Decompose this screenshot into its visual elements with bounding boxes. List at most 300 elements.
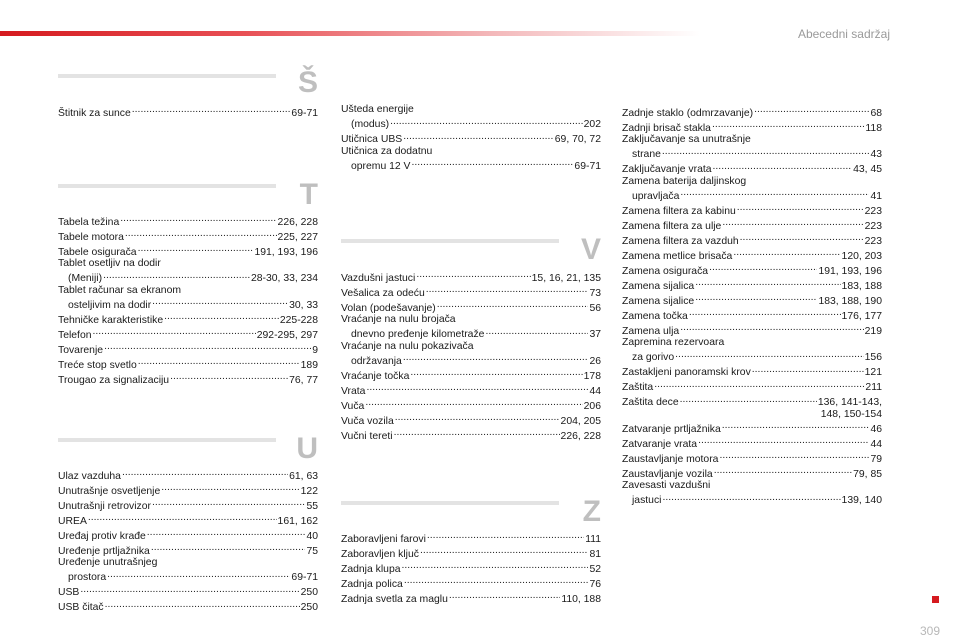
index-entry-heading: Uređenje unutrašnjeg bbox=[58, 557, 158, 568]
leader-dots bbox=[87, 512, 277, 524]
index-entry bbox=[341, 382, 601, 397]
leader-dots bbox=[694, 292, 817, 304]
index-entry-text: Zatvaranje prtljažnika bbox=[622, 423, 721, 435]
index-entry-line bbox=[622, 349, 882, 364]
section-rule bbox=[58, 184, 276, 188]
index-entry bbox=[58, 542, 318, 557]
index-entry-line bbox=[622, 202, 882, 217]
page-reference: 191, 193, 196 bbox=[818, 265, 882, 277]
entries-u-continued bbox=[341, 104, 601, 172]
section-header-u bbox=[58, 434, 318, 466]
index-entry bbox=[341, 314, 601, 341]
leader-dots bbox=[106, 569, 290, 581]
leader-dots bbox=[751, 364, 864, 376]
entries-z bbox=[341, 530, 601, 605]
index-entry-line bbox=[622, 409, 882, 421]
entries-t bbox=[58, 213, 318, 386]
index-entry-line bbox=[58, 270, 318, 285]
index-entry-line bbox=[58, 542, 318, 557]
index-entry bbox=[622, 465, 882, 480]
page-reference: 69-71 bbox=[291, 572, 318, 583]
leader-dots bbox=[146, 527, 306, 539]
index-entry bbox=[622, 104, 882, 119]
index-entry-line bbox=[341, 367, 601, 382]
page-reference: 183, 188, 190 bbox=[818, 295, 882, 307]
page-number: 309 bbox=[919, 624, 940, 638]
index-entry-line bbox=[341, 575, 601, 590]
page-reference: 40 bbox=[306, 530, 318, 542]
page-reference: 52 bbox=[589, 563, 601, 575]
index-entry-text: USB bbox=[58, 587, 80, 598]
leader-dots bbox=[713, 465, 852, 477]
index-entry-line bbox=[58, 512, 318, 527]
index-entry-line bbox=[58, 482, 318, 497]
index-entry bbox=[341, 341, 601, 368]
index-entry-text: Treće stop svetlo bbox=[58, 359, 137, 371]
page-reference: 56 bbox=[589, 302, 601, 314]
index-entry bbox=[341, 299, 601, 314]
page-reference: 136, 141-143, bbox=[817, 397, 882, 408]
index-entry bbox=[58, 599, 318, 614]
section-rule bbox=[341, 239, 559, 243]
index-entry bbox=[58, 557, 318, 584]
index-entry bbox=[622, 202, 882, 217]
leader-dots bbox=[426, 530, 584, 542]
page-reference: 211 bbox=[865, 382, 882, 393]
index-entry-heading: Zaključavanje sa unutrašnje bbox=[622, 134, 751, 145]
index-entry-text: Zamena sijalice bbox=[622, 295, 695, 307]
leader-dots bbox=[102, 270, 250, 282]
index-entry bbox=[58, 258, 318, 285]
index-entry-text: Zaustavljanje motora bbox=[622, 453, 719, 465]
leader-dots bbox=[436, 299, 589, 311]
index-entry-line bbox=[622, 420, 882, 435]
index-entry-line bbox=[58, 213, 318, 228]
index-entry-line bbox=[622, 364, 882, 379]
page-reference: 139, 140 bbox=[841, 495, 882, 506]
index-entry-text: Trougao za signalizaciju bbox=[58, 374, 170, 386]
page-reference: 9 bbox=[312, 344, 318, 356]
page-reference: 26 bbox=[589, 355, 601, 367]
page-reference: 37 bbox=[589, 329, 601, 340]
index-entry-text: (Meniji) bbox=[68, 273, 103, 284]
page-reference: 110, 188 bbox=[561, 593, 601, 605]
index-entry-line bbox=[341, 326, 601, 341]
leader-dots bbox=[137, 356, 300, 368]
index-entry-text: Štitnik za sunce bbox=[58, 107, 131, 119]
index-entry-line bbox=[622, 262, 882, 277]
leader-dots bbox=[708, 262, 817, 274]
index-entry-line bbox=[622, 450, 882, 465]
leader-dots bbox=[151, 296, 288, 308]
page-reference: 120, 203 bbox=[841, 250, 882, 262]
index-entry-line bbox=[341, 412, 601, 427]
index-entry bbox=[341, 146, 601, 173]
index-entry-text: Zamena filtera za ulje bbox=[622, 220, 722, 232]
entries-u bbox=[58, 467, 318, 614]
index-entry bbox=[622, 176, 882, 203]
leader-dots bbox=[753, 104, 869, 116]
leader-dots bbox=[736, 202, 864, 214]
page-reference: 69-71 bbox=[574, 160, 601, 172]
index-entry-text: Zaključavanje vrata bbox=[622, 164, 712, 175]
leader-dots bbox=[484, 326, 588, 338]
index-entry-text: Zadnja klupa bbox=[341, 563, 401, 575]
leader-dots bbox=[119, 213, 276, 225]
index-entry bbox=[622, 394, 882, 421]
index-entry-text: Vuča bbox=[341, 400, 365, 412]
page-reference: 43 bbox=[870, 149, 882, 160]
page-reference: 292-295, 297 bbox=[256, 329, 318, 341]
leader-dots bbox=[425, 284, 589, 296]
leader-dots bbox=[104, 599, 300, 611]
index-entry-text: Zaboravljeni farovi bbox=[341, 533, 426, 545]
index-entry-line bbox=[58, 527, 318, 542]
index-entry bbox=[622, 435, 882, 450]
leader-dots bbox=[389, 116, 583, 128]
index-entry-line bbox=[341, 590, 601, 605]
leader-dots bbox=[121, 467, 288, 479]
leader-dots bbox=[653, 379, 864, 391]
leader-dots bbox=[448, 590, 560, 602]
index-entry bbox=[622, 322, 882, 337]
page-reference: 219 bbox=[864, 325, 882, 337]
leader-dots bbox=[739, 232, 864, 244]
section-rule bbox=[341, 501, 559, 505]
index-entry-text: Telefon bbox=[58, 329, 92, 341]
index-entry-text: Zamena filtera za kabinu bbox=[622, 205, 736, 217]
leader-dots bbox=[364, 397, 582, 409]
index-entry bbox=[58, 326, 318, 341]
index-entry-line bbox=[58, 326, 318, 341]
section-letter-z: Z bbox=[582, 495, 601, 528]
index-entry-line bbox=[341, 299, 601, 314]
page-reference: 225, 227 bbox=[277, 231, 318, 243]
leader-dots bbox=[679, 187, 869, 199]
index-entry bbox=[58, 497, 318, 512]
index-entry-line bbox=[58, 341, 318, 356]
index-entry bbox=[58, 311, 318, 326]
page-reference: 44 bbox=[589, 385, 601, 397]
leader-dots bbox=[393, 427, 560, 439]
index-entry-text: Zaustavljanje vozila bbox=[622, 468, 713, 480]
index-entry-text: Volan (podešavanje) bbox=[341, 302, 436, 314]
page-reference: 76, 77 bbox=[289, 374, 318, 386]
index-entry-heading: Tablet osetljiv na dodir bbox=[58, 258, 161, 269]
page-reference: 55 bbox=[306, 500, 318, 512]
page-marker bbox=[932, 596, 939, 603]
index-entry-text: Vraćanje točka bbox=[341, 370, 410, 382]
index-entry bbox=[622, 247, 882, 262]
leader-dots bbox=[394, 412, 560, 424]
leader-dots bbox=[711, 119, 864, 131]
index-entry-text: Tabele motora bbox=[58, 231, 124, 243]
index-entry-text: jastuci bbox=[632, 495, 662, 506]
index-entry-line bbox=[622, 247, 882, 262]
index-entry-text: Tabele osigurača bbox=[58, 246, 137, 258]
index-entry-text: Zamena metlice brisača bbox=[622, 250, 733, 262]
page-reference: 206 bbox=[583, 400, 601, 412]
index-entry-text: Vešalica za odeću bbox=[341, 287, 425, 299]
page-reference: 178 bbox=[583, 370, 601, 382]
page-reference: 81 bbox=[589, 548, 601, 560]
index-entry-line bbox=[341, 382, 601, 397]
index-entry-line bbox=[341, 284, 601, 299]
index-entry-line bbox=[622, 217, 882, 232]
leader-dots bbox=[679, 394, 817, 406]
page-reference: 28-30, 33, 234 bbox=[250, 273, 318, 284]
leader-dots bbox=[151, 497, 305, 509]
index-entry bbox=[622, 292, 882, 307]
index-entry-text: Zaštita bbox=[622, 382, 654, 393]
index-entry-text: Vučni tereti bbox=[341, 430, 393, 442]
index-entry bbox=[341, 397, 601, 412]
index-entry-text: Zamena sijalica bbox=[622, 280, 695, 292]
index-entry bbox=[341, 427, 601, 442]
index-entry-line bbox=[622, 187, 882, 202]
index-entry-line bbox=[341, 397, 601, 412]
index-entry-line bbox=[58, 584, 318, 599]
page-reference: 148, 150-154 bbox=[820, 408, 882, 420]
index-entry-text: strane bbox=[632, 149, 661, 160]
index-entry-text: Zatvaranje vrata bbox=[622, 438, 698, 450]
index-entry-line bbox=[58, 497, 318, 512]
index-entry-text: Zastakljeni panoramski krov bbox=[622, 367, 751, 378]
index-entry bbox=[341, 284, 601, 299]
index-entry-text: za gorivo bbox=[632, 352, 675, 363]
entries-s bbox=[58, 104, 318, 119]
index-entry-line bbox=[58, 228, 318, 243]
index-entry-line bbox=[622, 161, 882, 176]
index-entry bbox=[341, 545, 601, 560]
index-entry bbox=[58, 371, 318, 386]
page-reference: 161, 162 bbox=[277, 515, 318, 527]
leader-dots bbox=[721, 420, 870, 432]
index-entry-line bbox=[58, 104, 318, 119]
index-entry-text: Zaštita dece bbox=[622, 397, 679, 408]
index-entry bbox=[341, 367, 601, 382]
leader-dots bbox=[160, 482, 299, 494]
index-entry bbox=[58, 213, 318, 228]
leader-dots bbox=[712, 161, 853, 173]
index-entry-line bbox=[58, 569, 318, 584]
index-entry bbox=[341, 269, 601, 284]
index-entry bbox=[58, 482, 318, 497]
index-entry-line bbox=[341, 116, 601, 131]
leader-dots bbox=[124, 228, 277, 240]
index-entry bbox=[58, 228, 318, 243]
index-entry-line bbox=[622, 232, 882, 247]
index-entry bbox=[622, 379, 882, 394]
index-entry bbox=[622, 307, 882, 322]
leader-dots bbox=[732, 247, 840, 259]
index-entry-text: Zadnji brisač stakla bbox=[622, 122, 711, 134]
index-entry bbox=[341, 412, 601, 427]
index-entry-text: Zamena osigurača bbox=[622, 265, 709, 277]
leader-dots bbox=[402, 352, 589, 364]
index-entry bbox=[622, 277, 882, 292]
index-entry-text: dnevno pređenje kilometraže bbox=[351, 329, 485, 340]
index-entry-heading: Vraćanje na nulu pokazivača bbox=[341, 340, 474, 352]
page-reference: 79, 85 bbox=[853, 468, 882, 480]
page-reference: 226, 228 bbox=[560, 430, 601, 442]
index-entry-line bbox=[622, 435, 882, 450]
page-reference: 118 bbox=[865, 122, 882, 134]
page-reference: 41 bbox=[870, 190, 882, 202]
leader-dots bbox=[169, 371, 288, 383]
leader-dots bbox=[721, 217, 863, 229]
index-entry-line bbox=[622, 119, 882, 134]
index-entry bbox=[58, 584, 318, 599]
index-entry-heading: Vraćanje na nulu brojača bbox=[341, 314, 456, 325]
leader-dots bbox=[688, 307, 841, 319]
index-entry bbox=[341, 131, 601, 146]
index-entry-line bbox=[622, 146, 882, 161]
index-entry-text: Zamena filtera za vazduh bbox=[622, 235, 739, 247]
section-header-t bbox=[58, 180, 318, 212]
index-entry-text: prostora bbox=[68, 572, 107, 583]
page-reference: 204, 205 bbox=[560, 415, 601, 427]
index-entry bbox=[622, 161, 882, 176]
section-rule bbox=[58, 74, 276, 78]
index-entry-text: Tabela težina bbox=[58, 216, 120, 228]
index-entry bbox=[622, 134, 882, 161]
leader-dots bbox=[415, 269, 530, 281]
index-entry-text: Vuča vozila bbox=[341, 415, 394, 427]
index-entry-text: Zadnja polica bbox=[341, 578, 403, 590]
index-entry-text: opremu 12 V bbox=[351, 160, 411, 172]
page-reference: 176, 177 bbox=[841, 310, 882, 322]
index-entry-line bbox=[622, 104, 882, 119]
index-entry-line bbox=[341, 530, 601, 545]
leader-dots bbox=[403, 575, 589, 587]
leader-dots bbox=[365, 382, 588, 394]
index-entry bbox=[58, 285, 318, 312]
index-entry-line bbox=[341, 352, 601, 367]
page-reference: 46 bbox=[870, 423, 882, 435]
index-entry-text: USB čitač bbox=[58, 602, 104, 613]
index-entry-line bbox=[58, 467, 318, 482]
section-header-s bbox=[58, 66, 318, 98]
leader-dots bbox=[92, 326, 256, 338]
page-reference: 61, 63 bbox=[289, 470, 318, 482]
index-entry-heading: Zamena baterija daljinskog bbox=[622, 175, 747, 187]
page-reference: 226, 228 bbox=[277, 216, 318, 228]
index-entry-text: Utičnica UBS bbox=[341, 134, 403, 145]
section-letter-v: V bbox=[580, 233, 601, 266]
leader-dots bbox=[103, 341, 311, 353]
index-entry bbox=[622, 232, 882, 247]
index-entry-line bbox=[622, 394, 882, 409]
index-entry-text: Zaboravljen ključ bbox=[341, 548, 419, 560]
header-title: Abecedni sadržaj bbox=[797, 27, 890, 41]
index-entry-text: (modus) bbox=[351, 119, 390, 130]
index-entry-heading: Utičnica za dodatnu bbox=[341, 145, 433, 157]
leader-dots bbox=[401, 560, 589, 572]
index-entry bbox=[341, 575, 601, 590]
index-entry bbox=[622, 119, 882, 134]
leader-dots bbox=[409, 367, 582, 379]
index-entry-line bbox=[341, 427, 601, 442]
index-entry bbox=[622, 480, 882, 507]
index-entry-line bbox=[341, 269, 601, 284]
index-entry bbox=[622, 364, 882, 379]
leader-dots bbox=[718, 450, 869, 462]
section-rule bbox=[58, 438, 276, 442]
index-entry-heading: Tablet računar sa ekranom bbox=[58, 284, 182, 296]
index-entry-text: Tovarenje bbox=[58, 344, 104, 356]
page-reference: 183, 188 bbox=[841, 280, 882, 292]
index-entry-line bbox=[622, 277, 882, 292]
index-entry-text: Zamena točka bbox=[622, 310, 688, 322]
index-entry-text: Uređenje prtljažnika bbox=[58, 545, 150, 557]
page-reference: 122 bbox=[300, 485, 318, 497]
leader-dots bbox=[79, 584, 299, 596]
index-entry-text: Unutrašnji retrovizor bbox=[58, 500, 151, 512]
index-entry-text: Ulaz vazduha bbox=[58, 470, 121, 482]
index-entry-line bbox=[622, 292, 882, 307]
index-entry bbox=[622, 337, 882, 364]
index-entry-text: Vrata bbox=[341, 385, 366, 397]
index-entry bbox=[58, 356, 318, 371]
index-entry bbox=[58, 104, 318, 119]
index-entry bbox=[341, 530, 601, 545]
leader-dots bbox=[679, 322, 863, 334]
page-reference: 75 bbox=[306, 545, 318, 557]
leader-dots bbox=[411, 157, 574, 169]
index-entry-line bbox=[622, 379, 882, 394]
index-entry-text: Uređaj protiv krađe bbox=[58, 530, 146, 542]
index-entry-line bbox=[58, 296, 318, 311]
index-entry-heading: Zapremina rezervoara bbox=[622, 337, 725, 348]
page-reference: 223 bbox=[864, 205, 882, 217]
page-reference: 76 bbox=[589, 578, 601, 590]
entries-v bbox=[341, 269, 601, 442]
leader-dots bbox=[150, 542, 306, 554]
index-entry-text: održavanja bbox=[351, 355, 402, 367]
index-entry-text: Zamena ulja bbox=[622, 325, 680, 337]
leader-dots bbox=[419, 545, 588, 557]
leader-dots bbox=[661, 146, 870, 158]
leader-dots bbox=[137, 243, 254, 255]
index-entry bbox=[58, 527, 318, 542]
index-entry-text: Tehničke karakteristike bbox=[58, 314, 164, 326]
index-entry-line bbox=[58, 599, 318, 614]
section-header-v bbox=[341, 235, 601, 267]
section-header-z bbox=[341, 497, 601, 529]
index-entry-text: Zadnja svetla za maglu bbox=[341, 593, 448, 605]
page-reference: 68 bbox=[870, 107, 882, 119]
page-reference: 43, 45 bbox=[853, 164, 882, 175]
index-entry bbox=[341, 590, 601, 605]
page-reference: 202 bbox=[583, 119, 601, 130]
leader-dots bbox=[697, 435, 869, 447]
header-accent-line bbox=[0, 31, 700, 36]
index-entry-text: Vazdušni jastuci bbox=[341, 272, 416, 284]
index-entry bbox=[622, 217, 882, 232]
section-letter-s: Š bbox=[297, 66, 318, 99]
index-entry-line bbox=[341, 157, 601, 172]
index-entry-line bbox=[622, 322, 882, 337]
index-entry bbox=[341, 104, 601, 131]
page-header bbox=[0, 0, 960, 44]
leader-dots bbox=[402, 131, 554, 143]
page-reference: 225-228 bbox=[279, 314, 318, 326]
page-reference: 156 bbox=[864, 352, 882, 363]
index-entry-line bbox=[622, 492, 882, 507]
index-entry-line bbox=[341, 545, 601, 560]
page-reference: 69-71 bbox=[291, 107, 318, 119]
